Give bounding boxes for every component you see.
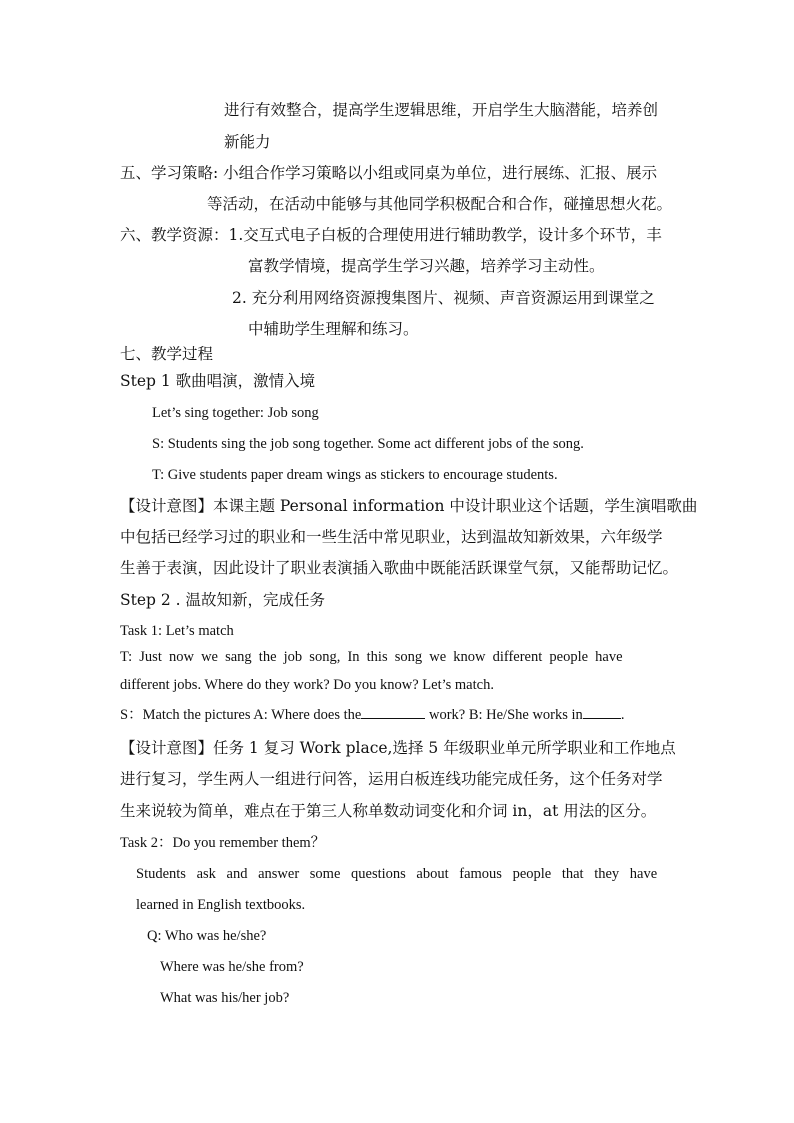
task-2-question-3: What was his/her job? (160, 990, 290, 1006)
task-1-title: Task 1: Let’s match (120, 623, 234, 639)
design-intent-2-line-3: 生来说较为简单，难点在于第三人称单数动词变化和介词 in，at 用法的区分。 (120, 802, 657, 820)
task-2-line-2: learned in English textbooks. (136, 897, 306, 913)
design-intent-1-line-2: 中包括已经学习过的职业和一些生活中常见职业，达到温故知新效果，六年级学 (120, 528, 663, 546)
task-1-answer-text: work? B: He/She works in (428, 707, 583, 723)
fill-in-blank (583, 706, 621, 719)
design-intent-1-line-3: 生善于表演，因此设计了职业表演插入歌曲中既能活跃课堂气氛，又能帮助记忆。 (120, 559, 679, 577)
step-1-teacher: T: Give students paper dream wings as stickers to encourage students. (152, 467, 558, 483)
task-1-question-text: S：Match the pictures A: Where does the (120, 707, 362, 723)
step-1-title: Step 1 歌曲唱演，激情入境 (120, 372, 316, 390)
task-1-student-line (120, 706, 624, 723)
task-1-period: . (620, 707, 625, 723)
task-2-title: Task 2：Do you remember them？ (120, 835, 326, 851)
task-1-teacher-line-2: different jobs. Where do they work? Do you know? Let’s match. (120, 677, 494, 693)
section-6-line-2: 富教学情境，提高学生学习兴趣，培养学习主动性。 (248, 257, 605, 275)
task-2-line-1: Students ask and answer some questions about famous people that they have (136, 866, 658, 882)
design-intent-2-line-1: 【设计意图】任务 1 复习 Work place,选择 5 年级职业单元所学职业和工作地点 (120, 739, 676, 757)
task-2-question-2: Where was he/she from? (160, 959, 304, 975)
design-intent-2-line-2: 进行复习，学生两人一组进行问答，运用白板连线功能完成任务，这个任务对学 (120, 770, 663, 788)
fill-in-blank (361, 706, 425, 719)
section-5-line-2: 等活动，在活动中能够与其他同学积极配合和合作，碰撞思想火花。 (207, 195, 673, 213)
section-6-line-4: 中辅助学生理解和练习。 (248, 320, 419, 338)
intro-line-2: 新能力 (224, 133, 271, 151)
section-6-line-3: 2. 充分利用网络资源搜集图片、视频、声音资源运用到课堂之 (232, 289, 655, 307)
step-2-title: Step 2 . 温故知新，完成任务 (120, 591, 326, 609)
step-1-students: S: Students sing the job song together. Some act different jobs of the song. (152, 436, 584, 452)
section-5-line-1: 五、学习策略: 小组合作学习策略以小组或同桌为单位，进行展练、汇报、展示 (120, 164, 658, 182)
section-6-line-1: 六、教学资源：1.交互式电子白板的合理使用进行辅助教学，设计多个环节，丰 (120, 226, 662, 244)
design-intent-1-line-1: 【设计意图】本课主题 Personal information 中设计职业这个话题，学生演唱歌曲 (120, 497, 698, 515)
step-1-song: Let’s sing together: Job song (152, 405, 319, 421)
section-7-title: 七、教学过程 (120, 345, 214, 363)
intro-line-1: 进行有效整合，提高学生逻辑思维，开启学生大脑潜能，培养创 (224, 101, 659, 119)
task-1-teacher-line-1: T: Just now we sang the job song, In this song we know different people have (120, 649, 623, 665)
task-2-question-1: Q: Who was he/she? (147, 928, 267, 944)
